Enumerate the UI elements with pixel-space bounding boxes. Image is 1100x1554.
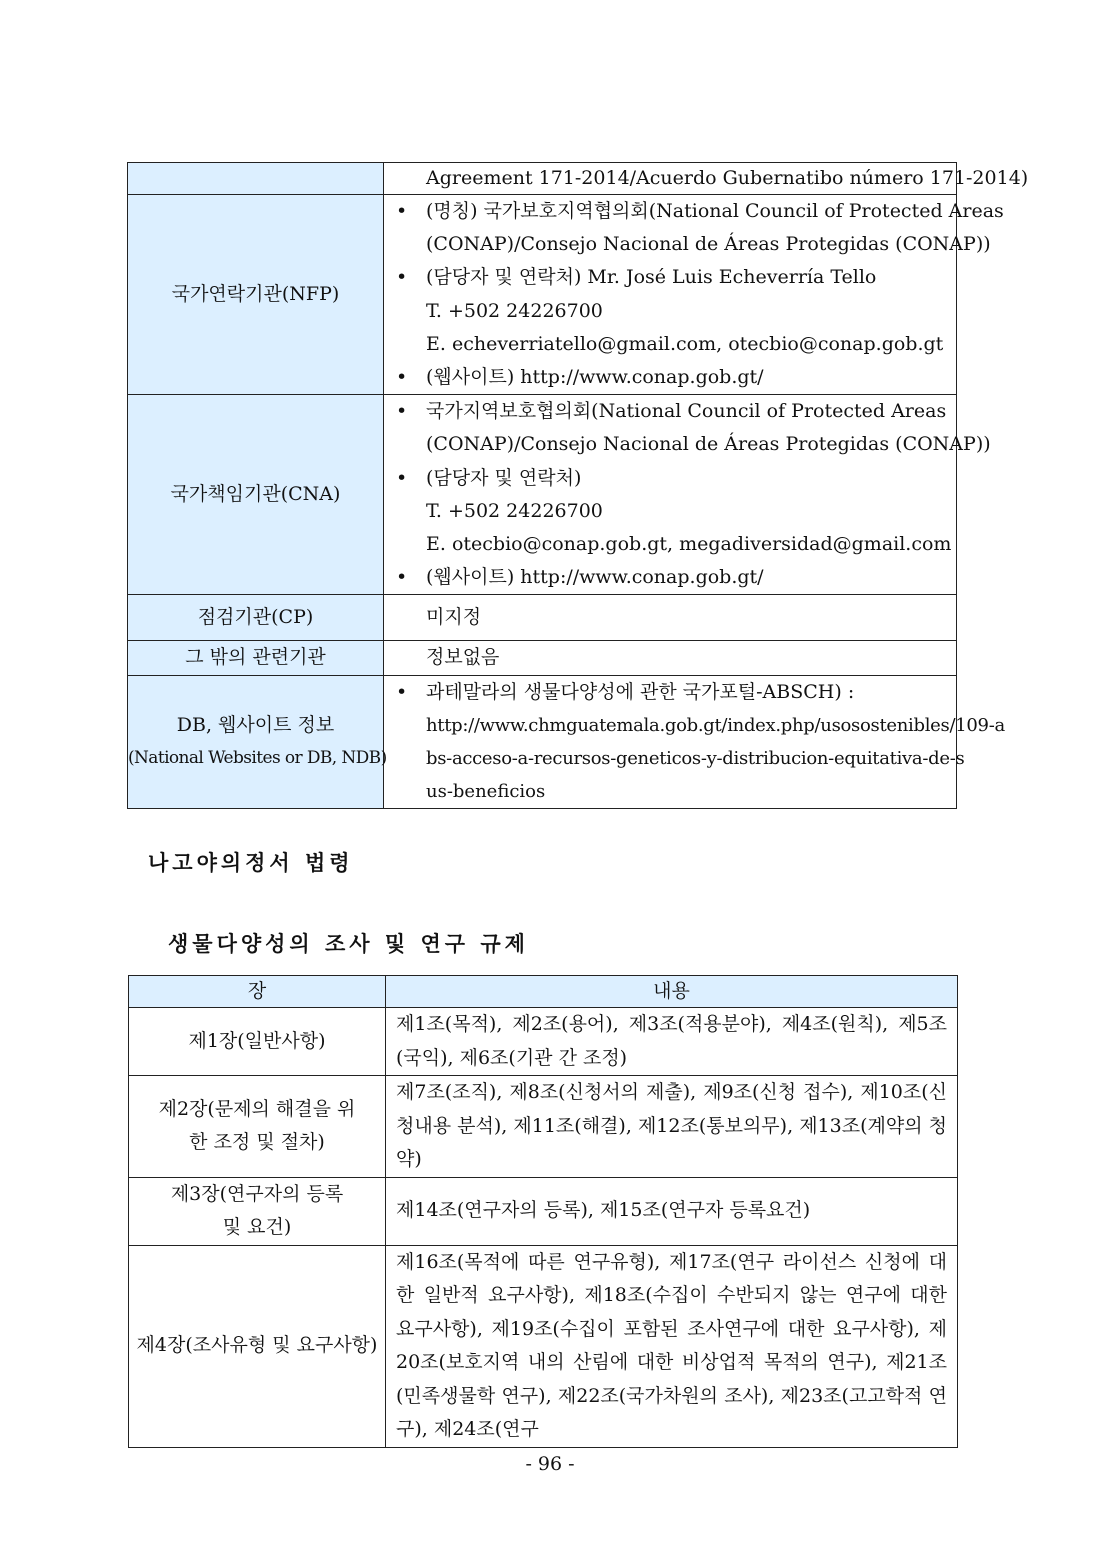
cna-phone: T. +502 24226700 (426, 499, 603, 522)
chapter-column-header: 장 (129, 976, 386, 1008)
table-header-row (129, 976, 958, 1008)
table-row (129, 1177, 958, 1245)
bullet-icon: • (396, 200, 408, 222)
ndb-label-line-1: DB, 웹사이트 정보 (176, 713, 335, 736)
section-heading: 나고야의정서 법령 (148, 851, 354, 875)
chapter-cell: 제3장(연구자의 등록 및 요건) (129, 1177, 386, 1245)
cna-website: (웹사이트) http://www.conap.gob.gt/ (426, 566, 764, 589)
list-item (396, 561, 946, 594)
list-item (396, 462, 952, 562)
content-cell: 제1조(목적), 제2조(용어), 제3조(적용분야), 제4조(원칙), 제5조(국익), 제6조(기관 간 조정) (386, 1008, 958, 1076)
cna-email: E. otecbio@conap.gob.gt, megadiversidad@gmail.com (426, 533, 952, 556)
chapter-table (128, 975, 958, 1448)
nfp-label: 국가연락기관(NFP) (128, 195, 384, 395)
bullet-icon: • (396, 566, 408, 589)
ndb-content (384, 675, 1005, 809)
agency-table (127, 162, 1029, 809)
table-row-cna (128, 395, 957, 595)
table-row-other (128, 641, 957, 675)
nfp-name-line-1: (명칭) 국가보호지역협의회(National Council of Protected Areas (426, 200, 1004, 222)
bullet-icon: • (396, 680, 408, 703)
bullet-icon: • (396, 366, 408, 389)
content-cell: 제16조(목적에 따른 연구유형), 제17조(연구 라이선스 신청에 대한 일반적 요구사항), 제18조(수집이 수반되지 않는 연구에 대한 요구사항), 제19조(수집이 포함된 조사연구에 대한 요구사항), 제20조(보호지역 내의 산림에 대한 비상업적 목적의 연구), 제21조(민족생물학 연구), 제22조(국가차원의 조사), 제23조(고고학적 연구), 제24조(연구 (386, 1245, 958, 1447)
subsection-heading: 생물다양성의 조사 및 연구 규제 (168, 932, 529, 956)
list-item (396, 195, 1004, 261)
cna-content (384, 395, 991, 595)
nfp-website: (웹사이트) http://www.conap.gob.gt/ (426, 366, 764, 389)
bullet-icon: • (396, 466, 408, 489)
ndb-label (128, 675, 387, 809)
bullet-icon: • (396, 400, 408, 423)
table-row-nfp (128, 195, 957, 395)
chapter-cell: 제4장(조사유형 및 요구사항) (129, 1245, 386, 1447)
table-row-ndb (128, 675, 957, 809)
content-cell: 제14조(연구자의 등록), 제15조(연구자 등록요건) (386, 1177, 958, 1245)
list-item (396, 261, 946, 361)
table-row (129, 1245, 958, 1447)
nfp-content (384, 195, 1004, 395)
list-item (396, 676, 1005, 809)
chapter-cell: 제2장(문제의 해결을 위한 조정 및 절차) (129, 1076, 386, 1178)
other-label: 그 밖의 관련기관 (128, 641, 384, 675)
content-cell: 제7조(조직), 제8조(신청서의 제출), 제9조(신청 접수), 제10조(신청내용 분석), 제11조(해결), 제12조(통보의무), 제13조(계약의 청약) (386, 1076, 958, 1178)
nfp-phone: T. +502 24226700 (426, 299, 603, 322)
cna-name-line-1: 국가지역보호협의회(National Council of Protected Areas (426, 400, 947, 423)
bullet-icon: • (396, 266, 408, 289)
cna-label: 국가책임기관(CNA) (128, 395, 384, 595)
list-item (396, 395, 991, 461)
nfp-name-line-2: (CONAP)/Consejo Nacional de Áreas Protegidas (CONAP)) (426, 233, 991, 256)
table-row (128, 163, 957, 195)
table-row-cp (128, 595, 957, 641)
chapter-cell: 제1장(일반사항) (129, 1008, 386, 1076)
content-column-header: 내용 (386, 976, 958, 1008)
ndb-portal-title: 과테말라의 생물다양성에 관한 국가포털-ABSCH) : (426, 680, 855, 703)
table-row (129, 1076, 958, 1178)
table-row (129, 1008, 958, 1076)
page-number: - 96 - (525, 1453, 575, 1475)
cna-name-line-2: (CONAP)/Consejo Nacional de Áreas Protegidas (CONAP)) (426, 433, 991, 456)
nfp-email: E. echeverriatello@gmail.com, otecbio@conap.gob.gt (426, 332, 944, 355)
ndb-label-line-2: (National Websites or DB, NDB) (128, 748, 387, 769)
agreement-value: Agreement 171-2014/Acuerdo Gubernatibo número 171-2014) (384, 163, 957, 195)
ndb-url-2: bs-acceso-a-recursos-geneticos-y-distribucion-equitativa-de-s (426, 748, 965, 770)
list-item (396, 361, 946, 394)
ndb-url-1: http://www.chmguatemala.gob.gt/index.php/usosostenibles/109-a (426, 714, 1005, 736)
top-row-label (128, 163, 384, 195)
cp-value: 미지정 (384, 595, 957, 641)
cna-contact-person: (담당자 및 연락처) (426, 466, 582, 489)
ndb-url-3: us-beneficios (426, 781, 546, 803)
nfp-contact-person: (담당자 및 연락처) Mr. José Luis Echeverría Tello (426, 266, 877, 289)
cp-label: 점검기관(CP) (128, 595, 384, 641)
other-value: 정보없음 (384, 641, 957, 675)
